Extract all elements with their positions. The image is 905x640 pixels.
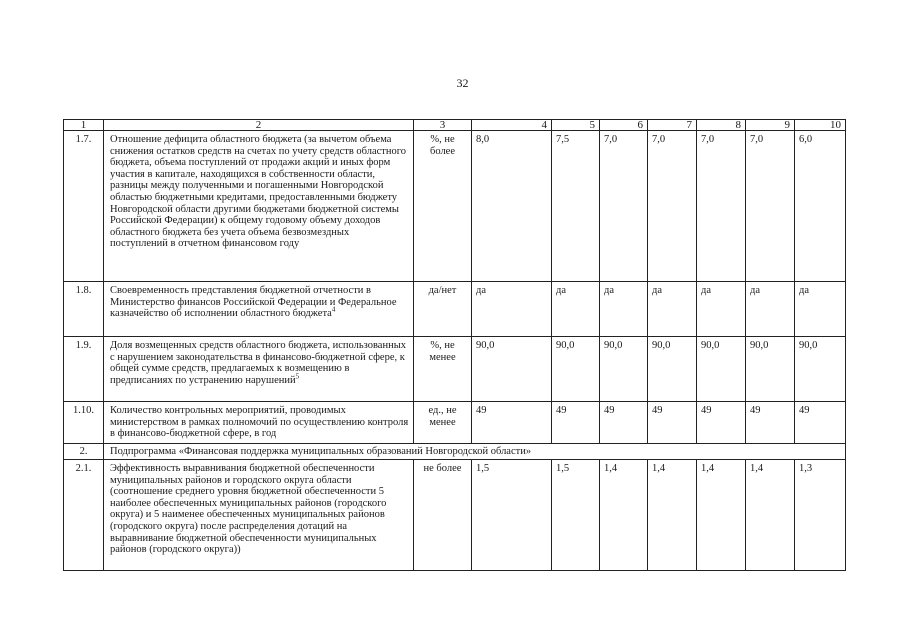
footnote-mark: 5 [295,372,300,381]
value-cell: 1,5 [552,460,600,571]
header-cell: 1 [64,120,104,131]
value-cell: 7,0 [600,131,648,282]
unit-cell: %, не более [414,131,472,282]
row-number: 1.8. [64,282,104,337]
table-row [64,402,846,444]
unit-cell: ед., не менее [414,402,472,444]
value-cell: 7,5 [552,131,600,282]
row-number: 1.7. [64,131,104,282]
table-row [64,282,846,337]
footnote-mark: 4 [331,305,336,314]
indicator-text: Доля возмещенных средств областного бюджета, использованных с нарушением законодательства в финансово-бюджетной сфере, к общей сумме средств, предлагаемых к возмещению в предписаниях по устранению нарушений$^5$ [104,337,414,402]
value-cell: да [600,282,648,337]
value-cell: 1,4 [746,460,795,571]
header-row [64,120,846,131]
value-cell: 49 [472,402,552,444]
row-number: 2. [64,444,104,460]
value-cell: 49 [795,402,846,444]
row-number: 1.10. [64,402,104,444]
value-cell: 90,0 [648,337,697,402]
header-cell: 4 [472,120,552,131]
subprogram-title: Подпрограмма «Финансовая поддержка муниципальных образований Новгородской области» [104,444,846,460]
header-cell: 8 [697,120,746,131]
value-cell: да [697,282,746,337]
subprogram-row [64,444,846,460]
header-cell: 6 [600,120,648,131]
value-cell: 7,0 [746,131,795,282]
value-cell: 90,0 [746,337,795,402]
value-cell: 8,0 [472,131,552,282]
unit-cell: не более [414,460,472,571]
value-cell: да [746,282,795,337]
value-cell: 90,0 [600,337,648,402]
unit-cell: да/нет [414,282,472,337]
indicator-text: Количество контрольных мероприятий, проводимых министерством в рамках полномочий по осуществлению контроля в финансово-бюджетной сфере, в год [104,402,414,444]
value-cell: да [552,282,600,337]
value-cell: 90,0 [472,337,552,402]
unit-cell: %, не менее [414,337,472,402]
value-cell: да [795,282,846,337]
value-cell: 90,0 [552,337,600,402]
value-cell: 49 [648,402,697,444]
value-cell: 7,0 [648,131,697,282]
value-cell: да [648,282,697,337]
header-cell: 5 [552,120,600,131]
value-cell: 6,0 [795,131,846,282]
value-cell: 1,5 [472,460,552,571]
value-cell: 1,4 [648,460,697,571]
value-cell: 49 [600,402,648,444]
table-row [64,460,846,571]
table-row [64,337,846,402]
header-cell: 2 [104,120,414,131]
row-number: 2.1. [64,460,104,571]
indicator-text: Отношение дефицита областного бюджета (за вычетом объема снижения остатков средств на счетах по учету средств областного бюджета, объема поступлений от продажи акций и иных форм участия в капитале, находящихся в собственности области, разницы между полученными и погашенными Новгородской областью бюджетными кредитами, предоставленными бюджету Новгородской области другими бюджетами бюджетной системы Российской Федерации) к общему годовому объему доходов областного бюджета без учета объема безвозмездных поступлений в отчетном финансовом году [104,131,414,282]
value-cell: 1,4 [600,460,648,571]
header-cell: 3 [414,120,472,131]
value-cell: 90,0 [697,337,746,402]
value-cell: 49 [746,402,795,444]
value-cell: да [472,282,552,337]
indicators-table [63,119,846,571]
header-cell: 7 [648,120,697,131]
row-number: 1.9. [64,337,104,402]
value-cell: 7,0 [697,131,746,282]
header-cell: 10 [795,120,846,131]
table-row [64,131,846,282]
value-cell: 49 [697,402,746,444]
value-cell: 1,3 [795,460,846,571]
value-cell: 90,0 [795,337,846,402]
page-number: 32 [456,76,469,90]
indicator-text: Своевременность представления бюджетной отчетности в Министерство финансов Российской Федерации и Федеральное казначейство об исполнении областного бюджета$^4$ [104,282,414,337]
header-cell: 9 [746,120,795,131]
indicator-text: Эффективность выравнивания бюджетной обеспеченности муниципальных районов и городского округа области (соотношение среднего уровня бюджетной обеспеченности 5 наиболее обеспеченных муниципальных районов (городского округа) и 5 наименее обеспеченных муниципальных районов (городского округа) после распределения дотаций на выравнивание бюджетной обеспеченности муниципальных районов (городского округа)) [104,460,414,571]
value-cell: 1,4 [697,460,746,571]
value-cell: 49 [552,402,600,444]
